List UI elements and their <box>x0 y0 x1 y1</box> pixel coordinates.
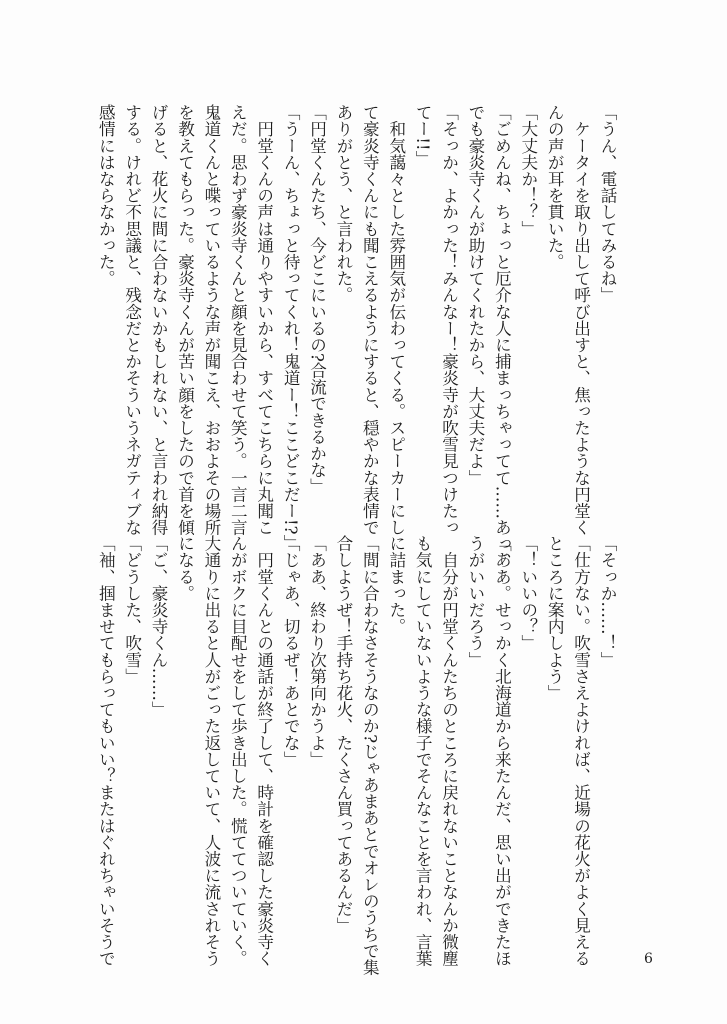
text-line: 「仕方ない。吹雪さえよければ、近場の花火がよく見える <box>571 535 591 967</box>
text-line: 「ああ、終わり次第向かうよ」 <box>307 535 327 768</box>
text-line: 「そっか……！」 <box>598 535 617 668</box>
text-line: 「間に合わなさそうなのか?じゃあまあとでオレのうちで集 <box>360 535 380 976</box>
text-line: 感情にはならなかった。 <box>96 104 116 287</box>
bottom-text-block <box>96 535 620 976</box>
text-line: 「円堂くんたち、今どこにいるの?合流できるかな」 <box>307 104 327 495</box>
text-line: 「大丈夫か！？」 <box>518 104 538 237</box>
text-line: えだ。思わず豪炎寺くんと顔を見合わせて笑う。一言二言 <box>228 104 248 536</box>
text-line: も気にしていないような様子でそんなことを言われ、言葉 <box>413 535 433 967</box>
text-line: を教えてもらった。豪炎寺くんが苦い顔をしたので首を傾 <box>175 104 195 536</box>
text-line: する。けれど不思議と、残念だとかそういうネガティブな <box>122 104 142 536</box>
text-line: 「ああ。せっかく北海道から来たんだ、思い出ができたほ <box>492 535 512 967</box>
text-line: 合しようぜ！手持ち花火、たくさん買ってあるんだ」 <box>333 535 353 934</box>
text-line: 和気藹々とした雰囲気が伝わってくる。スピーカーにし <box>386 104 406 536</box>
text-line: 「そっか、よかった！みんなー！豪炎寺が吹雪見つけたっ <box>439 104 459 536</box>
text-line: 自分が円堂くんたちのところに戻れないことなんか微塵 <box>439 535 459 967</box>
text-line: ケータイを取り出して呼び出すと、焦ったような円堂く <box>571 104 591 536</box>
text-line: 「ごめんね、ちょっと厄介な人に捕まっちゃってて……あっ、 <box>492 104 512 569</box>
page-number: 6 <box>644 951 653 967</box>
text-line: 円堂くんの声は通りやすいから、すべてこちらに丸聞こ <box>254 104 274 536</box>
text-line: 大通りに出ると人がごった返していて、人波に流されそう <box>201 535 221 967</box>
text-line: 「じゃあ、切るぜ！あとでな」 <box>281 535 301 768</box>
text-line: ありがとう、と言われた。 <box>333 104 353 304</box>
text-line: 「！いいの？」 <box>518 535 538 652</box>
text-line: うがいいだろう」 <box>465 535 485 668</box>
text-line: てー!!」 <box>413 104 433 168</box>
text-line: 「袖、掴ませてもらってもいい？またはぐれちゃいそうで <box>96 535 116 967</box>
text-line: 「ご、豪炎寺くん……」 <box>149 535 169 718</box>
text-line: 「うーん、ちょっと待ってくれ！鬼道ー！ここどこだー!?」 <box>281 104 301 552</box>
text-line: げると、花火に間に合わないかもしれない、と言われ納得 <box>149 104 169 536</box>
text-line: ところに案内しよう」 <box>545 535 565 701</box>
text-line: んの声が耳を貫いた。 <box>545 104 565 270</box>
text-line: 鬼道くんと喋っているような声が聞こえ、おおよその場所 <box>201 104 221 536</box>
text-line: 円堂くんとの通話が終了して、時計を確認した豪炎寺く <box>254 535 274 967</box>
text-line: でも豪炎寺くんが助けてくれたから、大丈夫だよ」 <box>465 104 485 486</box>
text-line: に詰まった。 <box>386 535 406 635</box>
text-line: になる。 <box>175 535 195 602</box>
text-line: 「どうした、吹雪」 <box>122 535 142 685</box>
text-line: んがボクに目配せをして歩き出した。慌ててついていく。 <box>228 535 248 967</box>
text-line: て豪炎寺くんにも聞こえるようにすると、穏やかな表情で <box>360 104 380 536</box>
text-line: 「うん、電話してみるね」 <box>598 104 617 304</box>
